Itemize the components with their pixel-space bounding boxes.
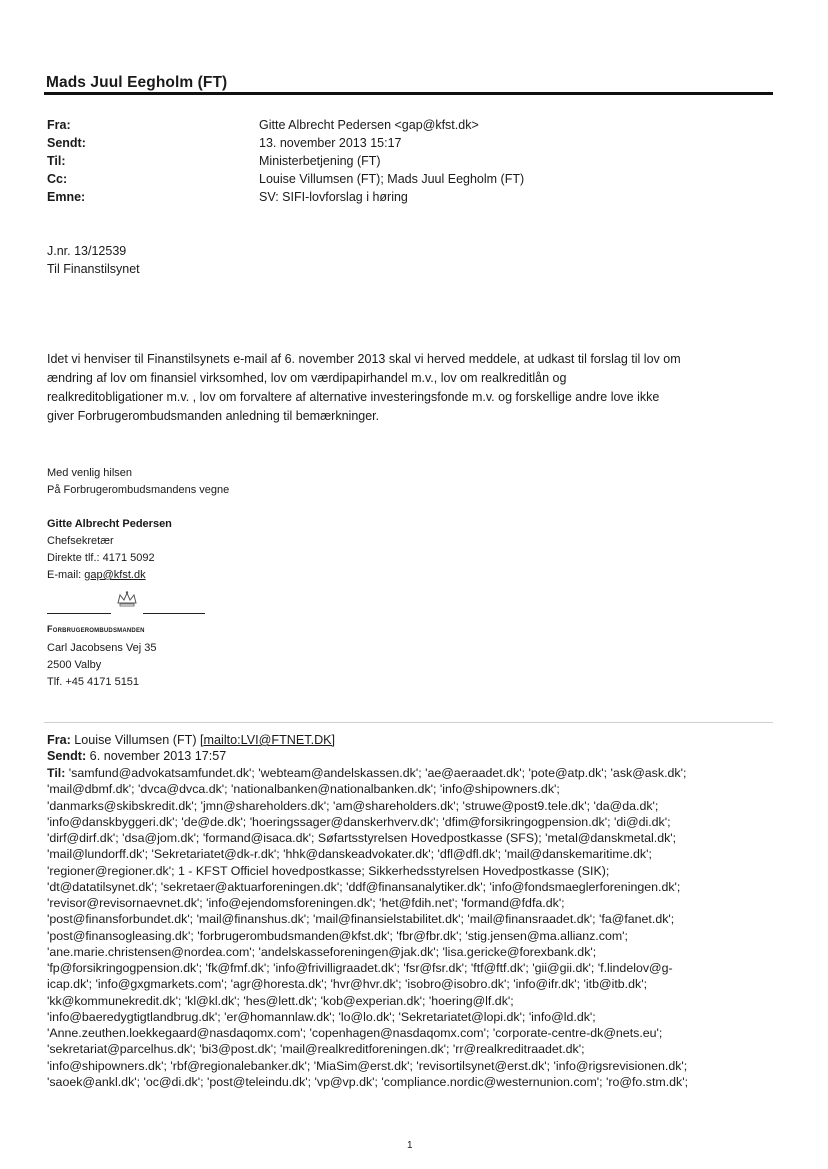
recipient-line: 'revisor@revisornaevnet.dk'; 'info@ejendomsforeningen.dk'; 'het@fdih.net'; 'formand@fdfa.dk';: [47, 896, 565, 910]
from-label: Fra:: [47, 118, 71, 132]
recipient-line: 'Anne.zeuthen.loekkegaard@nasdaqomx.com'; 'copenhagen@nasdaqomx.com'; 'corporate-centre-dk@nets.eu';: [47, 1026, 663, 1040]
recipient-line: 'info@shipowners.dk'; 'rbf@regionalebanker.dk'; 'MiaSim@erst.dk'; 'revisortilsynet@erst.dk'; 'info@rigsrevisionen.dk';: [47, 1058, 688, 1073]
recipient-line: 'fp@forsikringogpension.dk'; 'fk@fmf.dk'; 'info@frivilligraadet.dk'; 'fsr@fsr.dk'; 'ftf@ftf.dk'; 'gii@gii.dk'; 'f.lindelov@g-: [47, 961, 673, 975]
recipient-line: 'dt@datatilsynet.dk'; 'sekretaer@aktuarforeningen.dk'; 'ddf@finansanalytiker.dk'; 'info@fondsmaeglerforeningen.dk';: [47, 879, 681, 894]
signature-email-line: [47, 567, 146, 584]
recipient-line: 'post@finansforbundet.dk'; 'mail@finanshus.dk'; 'mail@finansielstabilitet.dk'; 'mail@finansraadet.dk'; 'fa@fanet.dk';: [47, 912, 675, 927]
recipient-text: 'samfund@advokatsamfundet.dk'; 'webteam@andelskassen.dk'; 'ae@aeraadet.dk'; 'pote@atp.dk'; 'ask@ask.dk';: [65, 766, 687, 780]
signature-email-link[interactable]: gap@kfst.dk: [84, 569, 146, 581]
forwarded-from-mailto-link[interactable]: [mailto:LVI@FTNET.DK]: [200, 733, 336, 747]
logo: [47, 590, 207, 624]
recipient-line: 'post@finansogleasing.dk'; 'forbrugerombudsmanden@kfst.dk'; 'fbr@fbr.dk'; 'stig.jensen@ma.allianz.com';: [47, 928, 628, 943]
recipient-line: 'info@baeredygtigtlandbrug.dk'; 'er@homannlaw.dk'; 'lo@lo.dk'; 'Sekretariatet@lopi.dk'; 'info@ld.dk';: [47, 1009, 596, 1024]
from-value: Gitte Albrecht Pedersen <gap@kfst.dk>: [259, 118, 479, 132]
sent-value: 13. november 2013 15:17: [259, 136, 402, 150]
paragraph-line: giver Forbrugerombudsmanden anledning til bemærkninger.: [47, 409, 380, 423]
forward-separator: [44, 722, 773, 723]
on-behalf: På Forbrugerombudsmandens vegne: [47, 484, 230, 496]
forwarded-from: [47, 732, 335, 748]
subject-label: Emne:: [47, 190, 86, 204]
body-paragraph: [47, 350, 772, 426]
to-value: Ministerbetjening (FT): [259, 154, 381, 168]
recipient-line: 'sekretariat@parcelhus.dk'; 'bi3@post.dk'; 'mail@realkreditforeningen.dk'; 'rr@realkreditraadet.dk';: [47, 1042, 585, 1057]
subject-value: SV: SIFI-lovforslag i høring: [259, 190, 408, 204]
recipient-line: 'regioner@regioner.dk'; 1 - KFST Officiel hovedpostkasse; Sikkerhedsstyrelsen Hovedpostkasse (SIK);: [47, 863, 610, 878]
paragraph-line: realkreditobligationer m.v. , lov om forvaltere af alternative investeringsfonde m.v. og forskellige andre love ikke: [47, 390, 660, 404]
recipient-line: 'saoek@ankl.dk'; 'oc@di.dk'; 'post@teleindu.dk'; 'vp@vp.dk'; 'compliance.nordic@westernunion.com'; 'ro@fo.stm.dk';: [47, 1074, 689, 1089]
recipient-line: 'info@danskbyggeri.dk'; 'de@de.dk'; 'hoeringssager@danskerhverv.dk'; 'dfim@forsikringogpension.dk'; 'di@di.dk';: [47, 814, 671, 829]
page-number: 1: [407, 1140, 413, 1151]
recipient-line: 'mail@dbmf.dk'; 'dvca@dvca.dk'; 'nationalbanken@nationalbanken.dk'; 'info@shipowners.dk';: [47, 782, 560, 797]
recipient-line: [47, 765, 769, 781]
journal-number: J.nr. 13/12539: [47, 244, 127, 258]
to-label: Til:: [47, 154, 66, 168]
signature-phone: Direkte tlf.: 4171 5092: [47, 552, 155, 564]
forwarded-to-label: Til:: [47, 766, 66, 780]
forwarded-from-label: Fra:: [47, 733, 71, 747]
address-line-1: Carl Jacobsens Vej 35: [47, 642, 157, 654]
closing: Med venlig hilsen: [47, 467, 132, 479]
recipient-line: 'ane.marie.christensen@nordea.com'; 'andelskasseforeningen@jak.dk'; 'lisa.gericke@forexbank.dk';: [47, 944, 597, 959]
forwarded-sent-value: 6. november 2013 17:57: [86, 749, 227, 763]
paragraph-line: ændring af lov om finansiel virksomhed, lov om værdipapirhandel m.v., lov om realkreditlån og: [47, 371, 567, 385]
brand-name: Forbrugerombudsmanden: [47, 624, 145, 634]
recipient-line: 'dirf@dirf.dk'; 'dsa@jom.dk'; 'formand@isaca.dk'; Søfartsstyrelsen Hovedpostkasse (SFS); 'metal@danskmetal.dk';: [47, 831, 677, 845]
signature-email-prefix: E-mail:: [47, 569, 85, 581]
addressee: Til Finanstilsynet: [47, 262, 140, 276]
crown-icon: [115, 590, 139, 610]
forwarded-sent-label: Sendt:: [47, 749, 87, 763]
cc-value: Louise Villumsen (FT); Mads Juul Eegholm (FT): [259, 172, 525, 186]
forwarded-recipient-list: [47, 765, 769, 1090]
forwarded-sent: [47, 748, 226, 764]
recipient-line: icap.dk'; 'info@gxgmarkets.com'; 'agr@horesta.dk'; 'hvr@hvr.dk'; 'isobro@isobro.dk'; 'info@ifr.dk'; 'itb@itb.dk';: [47, 977, 648, 992]
heading-rule: [44, 92, 773, 95]
signature-name: Gitte Albrecht Pedersen: [47, 518, 172, 530]
recipient-line: 'kk@kommunekredit.dk'; 'kl@kl.dk'; 'hes@lett.dk'; 'kob@experian.dk'; 'hoering@lf.dk';: [47, 993, 514, 1008]
forwarded-from-name: Louise Villumsen (FT): [74, 733, 201, 747]
signature-tel: Tlf. +45 4171 5151: [47, 676, 140, 688]
cc-label: Cc:: [47, 172, 68, 186]
sent-label: Sendt:: [47, 136, 86, 150]
signature-role: Chefsekretær: [47, 535, 114, 547]
logo-line-right: [143, 613, 205, 614]
logo-line-left: [47, 613, 111, 614]
address-line-2: 2500 Valby: [47, 659, 102, 671]
paragraph-line: Idet vi henviser til Finanstilsynets e-mail af 6. november 2013 skal vi herved meddele, at udkast til forslag til lov om: [47, 352, 681, 366]
sender-heading: Mads Juul Eegholm (FT): [46, 74, 228, 91]
recipient-line: 'danmarks@skibskredit.dk'; 'jmn@shareholders.dk'; 'am@shareholders.dk'; 'struwe@post9.tele.dk'; 'da@da.dk';: [47, 798, 659, 813]
recipient-line: 'mail@lundorff.dk'; 'Sekretariatet@dk-r.dk'; 'hhk@danskeadvokater.dk'; 'dfl@dfl.dk'; 'mail@danskemaritime.dk';: [47, 847, 652, 862]
